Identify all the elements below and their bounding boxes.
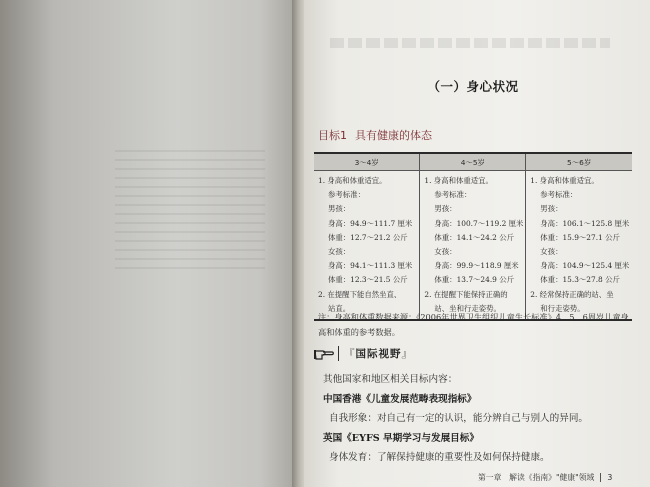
table-cell-line: 2. 在提醒下能保持正确的 bbox=[424, 289, 508, 299]
table-cell-line: 参考标准： bbox=[434, 190, 472, 200]
table-note bbox=[318, 310, 629, 340]
table-cell-line: 体重：14.1～24.2 公斤 bbox=[434, 232, 514, 242]
table-header-row bbox=[314, 153, 632, 171]
table-cell-line: 身高：94.9～111.7 厘米 bbox=[328, 218, 413, 228]
table-cell-line: 体重：12.3～21.5 公斤 bbox=[328, 275, 408, 285]
footer-chapter: 第一章 解读《指南》"健康"领域 bbox=[478, 473, 595, 482]
left-page bbox=[0, 0, 296, 487]
table-cell-line: 和行走姿势。 bbox=[540, 303, 585, 313]
note-line: 高和体重的参考数据。 bbox=[318, 327, 400, 337]
table-cell-line: 身高：100.7～119.2 厘米 bbox=[434, 218, 524, 228]
intl-line: 英国《EYFS 早期学习与发展目标》 bbox=[323, 432, 479, 444]
table-cell-line: 身高：106.1～125.8 厘米 bbox=[540, 218, 630, 228]
header-age-3-4: 3～4岁 bbox=[314, 153, 420, 171]
growth-standards-table bbox=[314, 152, 632, 321]
table-cell-line: 1. 身高和体重适宜。 bbox=[318, 176, 387, 185]
table-cell-line: 体重：15.3～27.8 公斤 bbox=[540, 275, 620, 285]
table-cell-line: 2. 经常保持正确的站、坐 bbox=[530, 289, 614, 299]
table-cell-line: 女孩： bbox=[540, 247, 563, 257]
goal-label: 目标1 bbox=[318, 129, 347, 142]
cell-age-4-5 bbox=[420, 171, 526, 321]
table-cell-line: 身高：104.9～125.4 厘米 bbox=[540, 261, 630, 271]
table-cell-line: 体重：12.7～21.2 公斤 bbox=[328, 232, 408, 242]
header-age-4-5: 4～5岁 bbox=[420, 153, 526, 171]
table-cell-line: 男孩： bbox=[434, 204, 457, 214]
table-cell-line: 站、坐和行走姿势。 bbox=[434, 303, 501, 313]
international-perspective-text: 国际视野 bbox=[355, 347, 402, 360]
cell-age-3-4 bbox=[314, 171, 420, 321]
table-cell-line: 参考标准： bbox=[328, 190, 365, 200]
table-cell-line: 2. 在提醒下能自然坐直、 bbox=[318, 289, 402, 299]
goal-title bbox=[318, 127, 432, 143]
table-cell-line: 男孩： bbox=[328, 204, 351, 214]
left-page-bleed-through bbox=[115, 150, 265, 270]
note-line: 注：身高和体重数据来源：《2006年世界卫生组织儿童生长标准》4、5、6周岁儿童身 bbox=[318, 312, 629, 322]
international-perspective-label: 『国际视野』 bbox=[338, 346, 413, 361]
international-perspective-heading bbox=[314, 345, 413, 361]
header-age-5-6: 5～6岁 bbox=[526, 153, 632, 171]
table-cell-line: 男孩： bbox=[540, 204, 563, 214]
table-cell-line: 身高：94.1～111.3 厘米 bbox=[328, 261, 413, 271]
intl-line: 身体发育：了解保持健康的重要性及如何保持健康。 bbox=[329, 452, 550, 463]
intl-line: 自我形象：对自己有一定的认识，能分辨自己与别人的异同。 bbox=[329, 413, 589, 424]
page-footer bbox=[478, 472, 648, 483]
table-cell-line: 参考标准： bbox=[540, 190, 578, 200]
right-page-bleed-through bbox=[330, 38, 610, 48]
pointing-hand-icon bbox=[314, 346, 336, 360]
table-cell-line: 女孩： bbox=[328, 247, 351, 257]
goal-text: 具有健康的体态 bbox=[355, 129, 432, 142]
page-number: 3 bbox=[600, 473, 612, 482]
international-perspective-body bbox=[323, 370, 623, 468]
cell-age-5-6 bbox=[526, 171, 632, 321]
table-row bbox=[314, 171, 632, 321]
table-cell-line: 站直。 bbox=[328, 303, 351, 313]
table-cell-line: 1. 身高和体重适宜。 bbox=[530, 176, 599, 185]
table-cell-line: 身高：99.9～118.9 厘米 bbox=[434, 261, 519, 271]
section-title: （一）身心状况 bbox=[427, 79, 519, 94]
intl-line: 其他国家和地区相关目标内容： bbox=[323, 374, 458, 385]
table-cell-line: 女孩： bbox=[434, 247, 457, 257]
table-cell-line: 1. 身高和体重适宜。 bbox=[424, 176, 493, 185]
table-cell-line: 体重：13.7～24.9 公斤 bbox=[434, 275, 514, 285]
table-cell-line: 体重：15.9～27.1 公斤 bbox=[540, 232, 620, 242]
intl-line: 中国香港《儿童发展范畴表现指标》 bbox=[323, 393, 477, 405]
